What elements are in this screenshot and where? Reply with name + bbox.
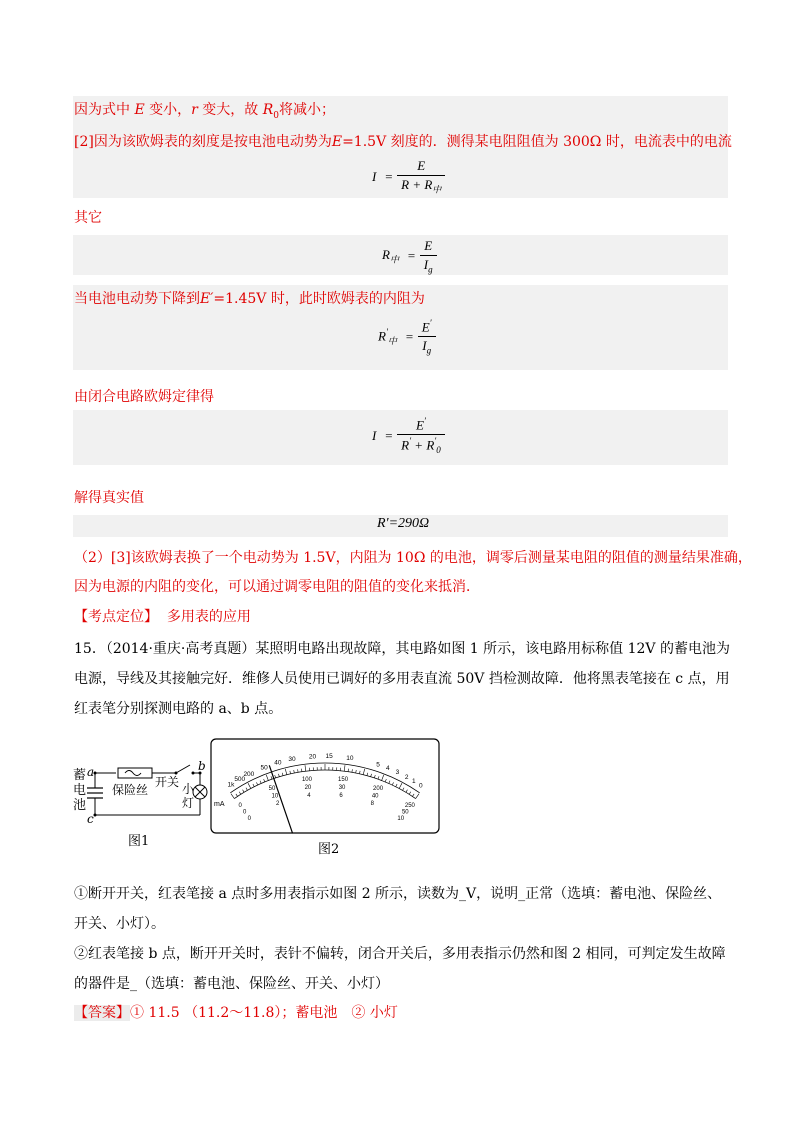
- question-line-3: 红表笔分别探测电路的 a、b 点。: [74, 701, 283, 717]
- solution-line-2: [2]因为该欧姆表的刻度是按电池电动势为E=1.5V 刻度的．测得某电阻阻值为 300Ω 时，电流表中的电流: [74, 134, 732, 150]
- subquestion-1-line-2: 开关、小灯）。: [74, 916, 165, 932]
- subquestion-2-line-1: ②红表笔接 b 点，断开开关时，表针不偏转，闭合开关后，多用表指示仍然和图 2 相同，可判定发生故障: [74, 946, 726, 962]
- ohm-scale-label: 20: [308, 753, 317, 761]
- ohm-scale-label: 3: [395, 769, 400, 777]
- formula-ohms-law: I = $\frac{E'}{R' + R'_0}$: [368, 416, 445, 455]
- ohm-scale-label: 10: [346, 754, 354, 762]
- solution-line-3: 其它: [74, 210, 102, 226]
- ohm-scale-label: 500: [234, 775, 246, 783]
- solution-line-5: 由闭合电路欧姆定律得: [74, 389, 214, 405]
- figure1-caption: 图1: [128, 834, 150, 849]
- point-c-label: c: [87, 812, 94, 826]
- subquestion-2-line-2: 的器件是_（选填：蓄电池、保险丝、开关、小灯）: [74, 976, 389, 992]
- kaodian-text: 多用表的应用: [166, 609, 251, 625]
- formula-internal-resistance-new: $R'_中$ = $\frac{E'}{I_g}$: [374, 318, 436, 356]
- solution-line-6: 解得真实值: [74, 490, 144, 506]
- label-lamp: 小 灯: [182, 782, 195, 810]
- solution-line-4: 当电池电动势下降到E′=1.45V 时，此时欧姆表的内阻为: [74, 291, 425, 307]
- ohm-scale-label: 40: [274, 759, 282, 767]
- formula-true-value: R′=290Ω: [377, 516, 430, 531]
- solution-line-1: 因为式中 E 变小，r 变大，故 $R_0$将减小；: [74, 102, 336, 121]
- ohm-scale-label: 5: [376, 761, 380, 769]
- label-battery: 蓄 电 池: [73, 768, 87, 813]
- ohm-scale-label: 15: [325, 753, 333, 761]
- label-fuse: 保险丝: [112, 783, 149, 797]
- dc-50-label: 20: [304, 785, 312, 792]
- dc-10-label: 10: [397, 815, 405, 822]
- dc-10-label: 2: [276, 800, 280, 807]
- solution-line-8: 因为电源的内阻的变化，可以通过调零电阻的阻值的变化来抵消．: [74, 579, 480, 595]
- dc-50-label: 30: [338, 785, 346, 792]
- dc-50-label: 10: [271, 793, 279, 800]
- ohm-scale-label: 50: [260, 764, 268, 772]
- question-line-1: 15．（2014·重庆·高考真题）某照明电路出现故障，其电路如图 1 所示，该电路用标称值 12V 的蓄电池为: [74, 641, 730, 657]
- point-b-label: b: [198, 759, 206, 773]
- figure2-caption: 图2: [318, 842, 340, 857]
- dc-10-label: 0: [247, 815, 251, 822]
- solution-line-7: （2）[3]该欧姆表换了一个电动势为 1.5V，内阻为 10Ω 的电池，调零后测量某电阻的阻值的测量结果准确，: [74, 550, 752, 566]
- answer-text: ① 11.5 （11.2～11.8）；蓄电池 ② 小灯: [130, 1005, 398, 1021]
- switch-symbol: [176, 765, 190, 773]
- ohm-scale-label: 30: [288, 756, 296, 764]
- dc-10-label: 6: [339, 792, 343, 799]
- dc-50-label: 40: [371, 793, 379, 800]
- fuse-symbol: [118, 768, 152, 778]
- ohm-scale-label: 1k: [227, 781, 235, 789]
- ma-label: mA: [214, 801, 225, 808]
- subquestion-1-line-1: ①断开开关，红表笔接 a 点时多用表指示如图 2 所示，读数为_V，说明_正常（选填：蓄电池、保险丝、: [74, 886, 722, 902]
- dc-250-label: 100: [301, 777, 312, 784]
- label-switch: 开关: [155, 775, 180, 789]
- dc-250-label: 50: [268, 785, 276, 792]
- dc-10-label: 8: [370, 800, 374, 807]
- kaodian-tag: 【考点定位】: [74, 609, 158, 625]
- formula-current: I = $\frac{E}{R + R_中}$: [368, 158, 445, 196]
- question-line-2: 电源，导线及其接触完好．维修人员使用已调好的多用表直流 50V 挡检测故障．他将黑表笔接在 c 点，用: [74, 671, 730, 687]
- answer-tag: 【答案】: [74, 1005, 130, 1021]
- dc-50-label: 0: [243, 809, 247, 816]
- ohm-scale-label: 1: [412, 778, 416, 786]
- ohm-scale-label: 2: [404, 773, 409, 781]
- dc-250-label: 250: [404, 802, 415, 809]
- formula-internal-resistance: $R_中$ = $\frac{E}{I_g}$: [378, 238, 437, 275]
- ohm-scale-label: 0: [418, 782, 423, 790]
- dc-50-label: 50: [401, 809, 409, 816]
- point-a-label: a: [87, 765, 95, 779]
- dc-250-label: 0: [238, 802, 242, 809]
- dc-250-label: 150: [338, 777, 349, 784]
- dc-10-label: 4: [307, 792, 311, 799]
- figure2-meter-face: [210, 738, 440, 834]
- ohm-scale-label: 200: [243, 770, 255, 778]
- kaodian-line: [74, 607, 251, 627]
- answer-line: [74, 1003, 398, 1023]
- dc-250-label: 200: [373, 785, 384, 792]
- ohm-scale-label: 4: [386, 765, 390, 773]
